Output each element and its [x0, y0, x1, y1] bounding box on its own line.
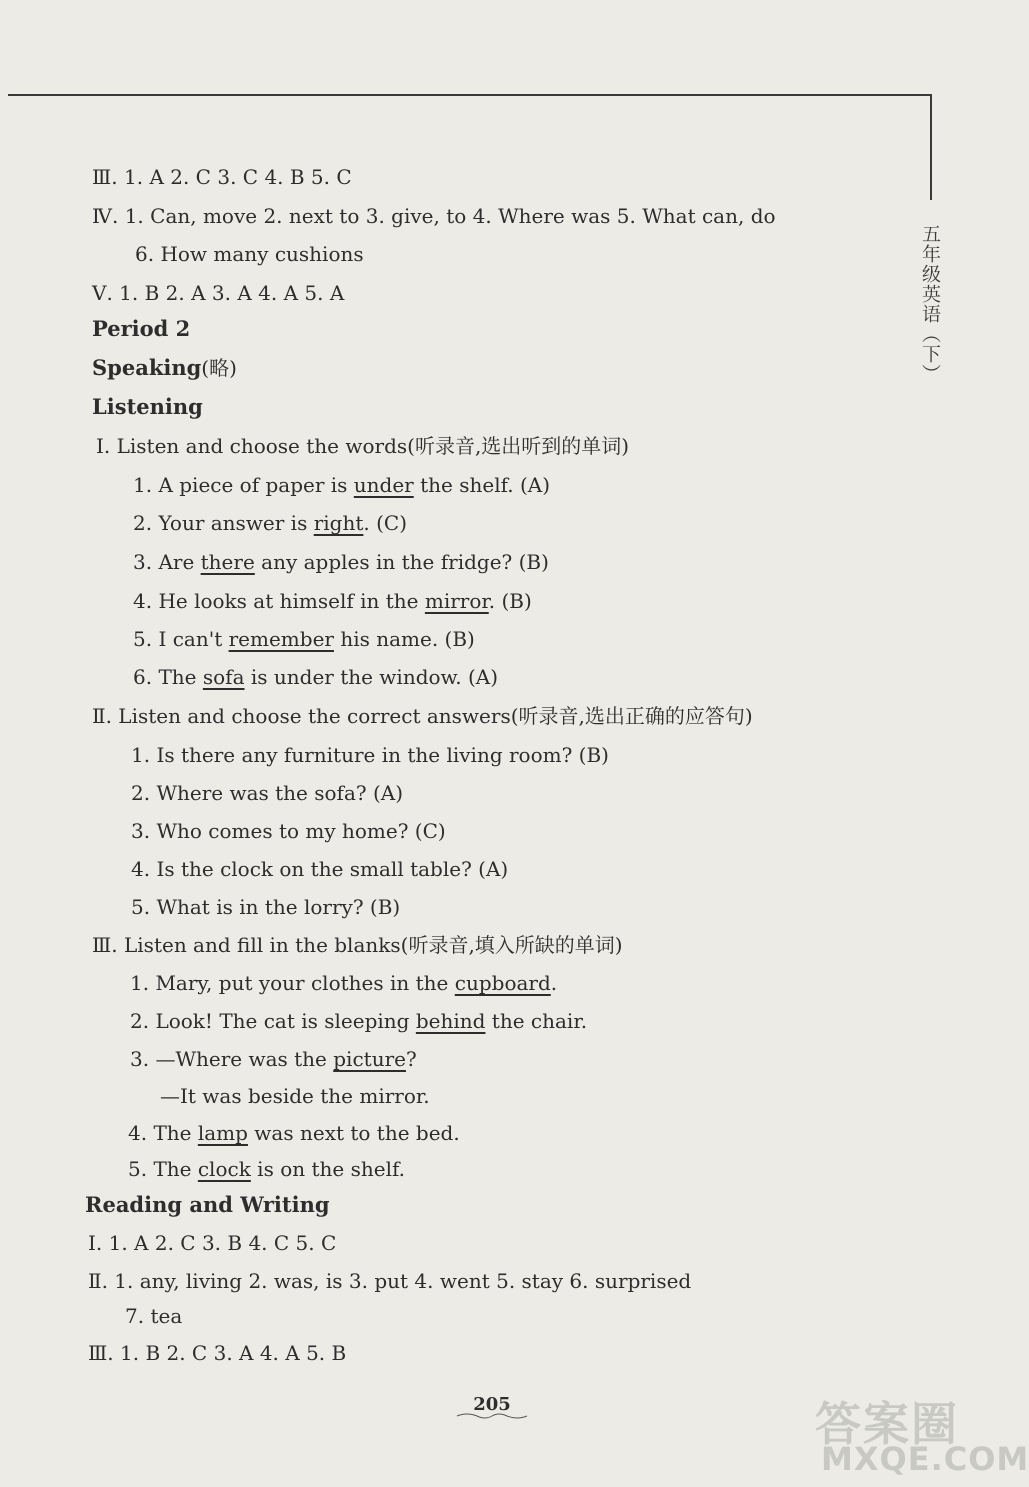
book-title-vertical: 五年级英语（下）	[919, 224, 941, 384]
answer-line: 3. —Where was the picture?	[130, 1047, 417, 1071]
answer-line: Ⅲ. 1. A 2. C 3. C 4. B 5. C	[92, 165, 352, 189]
answer-line: 2. Your answer is right. (C)	[133, 511, 408, 535]
answer-line: 1. Mary, put your clothes in the cupboard.	[130, 971, 558, 995]
answer-line: Ⅰ. 1. A 2. C 3. B 4. C 5. C	[88, 1231, 337, 1255]
answer-line: 1. Is there any furniture in the living room? (B)	[131, 743, 609, 767]
answer-line: 5. The clock is on the shelf.	[128, 1157, 406, 1181]
answer-line: 7. tea	[125, 1304, 183, 1328]
header-rule	[8, 94, 932, 96]
section-title: Ⅱ. Listen and choose the correct answers(听录音,选出正确的应答句)	[92, 704, 753, 728]
answer-line: 4. The lamp was next to the bed.	[128, 1121, 460, 1145]
speaking-note: (略)	[201, 356, 237, 380]
watermark-url: MXQE.COM	[821, 1440, 1029, 1478]
answer-line: 6. How many cushions	[135, 242, 364, 266]
watermark	[815, 1388, 1029, 1482]
section-title: Ⅲ. Listen and fill in the blanks(听录音,填入所缺的单词)	[92, 933, 623, 957]
watermark-logo-text: 答案圈	[815, 1397, 959, 1451]
answer-line: 5. I can't remember his name. (B)	[133, 627, 475, 651]
page-number-ornament	[455, 1412, 529, 1420]
answer-line: 5. What is in the lorry? (B)	[131, 895, 401, 919]
period-heading: Period 2	[92, 316, 191, 341]
reading-writing-heading: Reading and Writing	[85, 1192, 330, 1217]
side-rule	[930, 94, 932, 200]
answer-line: —It was beside the mirror.	[160, 1084, 430, 1108]
answer-line: 1. A piece of paper is under the shelf. (A)	[133, 473, 551, 497]
answer-line: Ⅴ. 1. B 2. A 3. A 4. A 5. A	[92, 281, 345, 305]
answer-line: 3. Who comes to my home? (C)	[131, 819, 446, 843]
section-title: Ⅰ. Listen and choose the words(听录音,选出听到的单词)	[96, 434, 630, 458]
answer-line: 6. The sofa is under the window. (A)	[133, 665, 499, 689]
answer-line: 4. He looks at himself in the mirror. (B)	[133, 589, 532, 613]
speaking-heading	[92, 355, 237, 381]
answer-line: Ⅳ. 1. Can, move 2. next to 3. give, to 4. Where was 5. What can, do	[92, 204, 776, 228]
listening-heading: Listening	[92, 394, 203, 419]
speaking-label: Speaking	[92, 355, 202, 380]
answer-line: 3. Are there any apples in the fridge? (B)	[133, 550, 549, 574]
answer-line: Ⅱ. 1. any, living 2. was, is 3. put 4. went 5. stay 6. surprised	[88, 1269, 692, 1293]
answer-line: 4. Is the clock on the small table? (A)	[131, 857, 509, 881]
page-number: 205	[473, 1394, 511, 1415]
answer-line: 2. Look! The cat is sleeping behind the chair.	[130, 1009, 588, 1033]
answer-line: Ⅲ. 1. B 2. C 3. A 4. A 5. B	[88, 1341, 347, 1365]
answer-line: 2. Where was the sofa? (A)	[131, 781, 404, 805]
